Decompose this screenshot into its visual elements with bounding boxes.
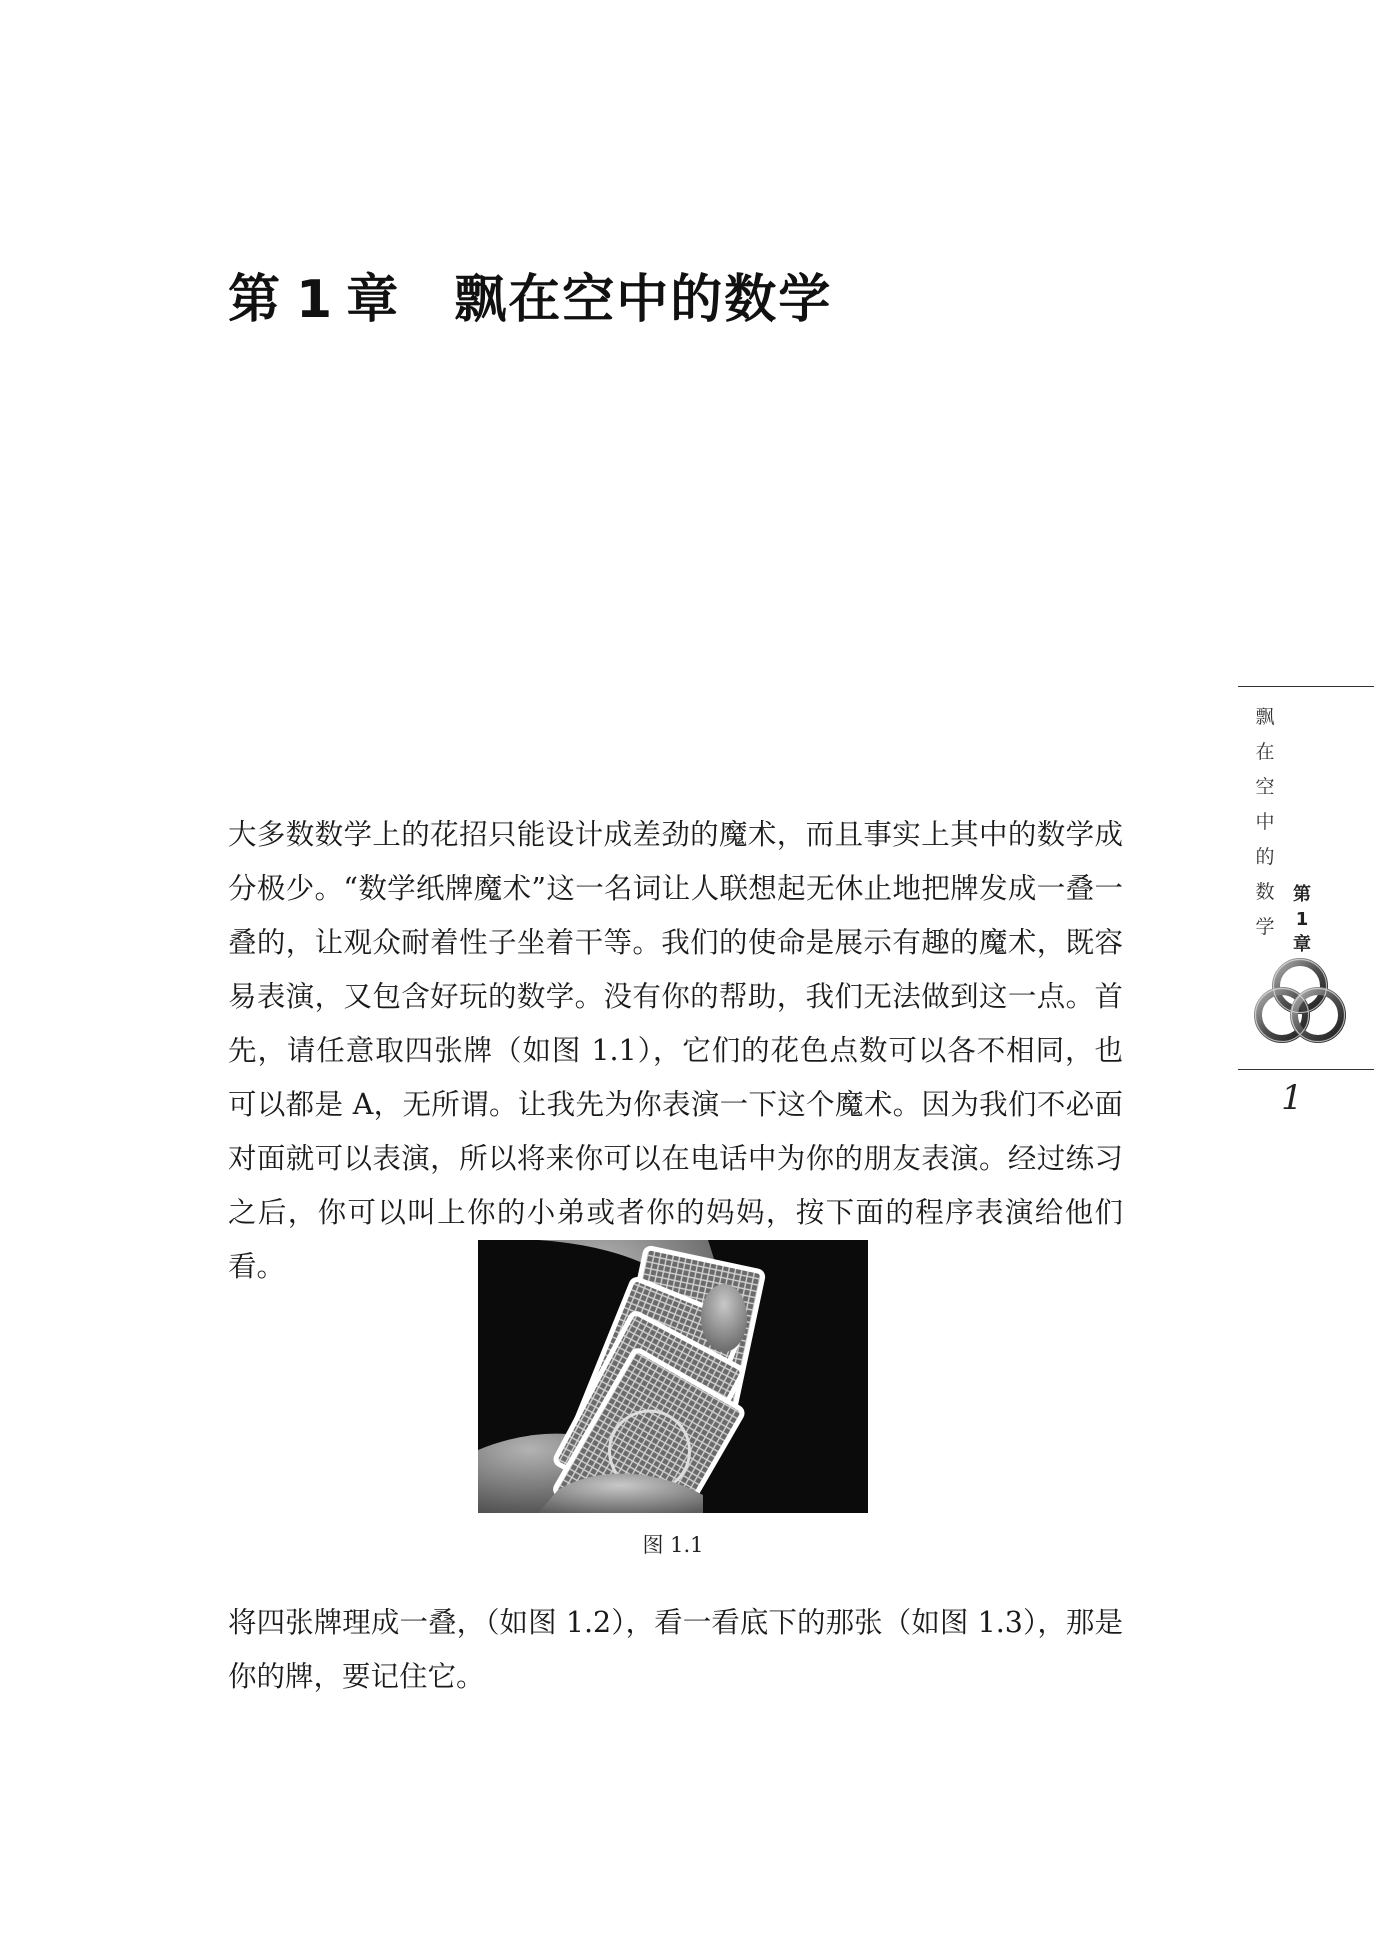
chapter-label-suffix: 章 [346, 270, 401, 330]
chapter-heading [228, 268, 832, 332]
side-title-char: 的 [1255, 846, 1275, 868]
chapter-label-prefix: 第 [228, 270, 283, 330]
chapter-number: 1 [296, 270, 335, 330]
page-number: 1 [1281, 1078, 1303, 1118]
side-tab-chapter-label [1285, 882, 1319, 957]
paragraph-instructions: 将四张牌理成一叠，（如图 1.2），看一看底下的那张（如图 1.3），那是你的牌，要记住它。 [228, 1606, 1123, 1693]
side-tab-bottom-rule [1238, 1069, 1374, 1070]
figure-cards-photo [478, 1240, 868, 1513]
chapter-side-tab [1238, 686, 1374, 1076]
side-tab-top-rule [1238, 686, 1374, 687]
side-title-char: 飘 [1255, 706, 1275, 728]
side-title-char: 数 [1255, 881, 1275, 903]
paragraph-intro: 大多数数学上的花招只能设计成差劲的魔术，而且事实上其中的数学成分极少。“数学纸牌魔术”这一名词让人联想起无休止地把牌发成一叠一叠的，让观众耐着性子坐着干等。我们的使命是展示有趣的魔术，既容易表演，又包含好玩的数学。没有你的帮助，我们无法做到这一点。首先，请任意取四张牌（如图 1.1），它们的花色点数可以各不相同，也可以都是 A，无所谓。让我先为你表演一下这个魔术。因为我们不必面对面就可以表演，所以将来你可以在电话中为你的朋友表演。经过练习之后，你可以叫上你的小弟或者你的妈妈，按下面的程序表演给他们看。 [228, 818, 1123, 1283]
side-title-char: 空 [1255, 776, 1275, 798]
side-chapter-char: 章 [1293, 934, 1311, 955]
side-chapter-char: 1 [1295, 909, 1309, 930]
figure-caption: 图 1.1 [642, 1533, 704, 1557]
side-title-char: 在 [1255, 741, 1275, 763]
side-tab-vertical-title [1250, 700, 1280, 945]
side-title-char: 学 [1255, 916, 1275, 938]
side-chapter-char: 第 [1293, 884, 1311, 905]
side-title-char: 中 [1255, 811, 1275, 833]
cards-in-hand-illustration [478, 1240, 868, 1513]
chapter-title: 飘在空中的数学 [454, 270, 833, 330]
trefoil-knot-icon [1246, 951, 1354, 1051]
